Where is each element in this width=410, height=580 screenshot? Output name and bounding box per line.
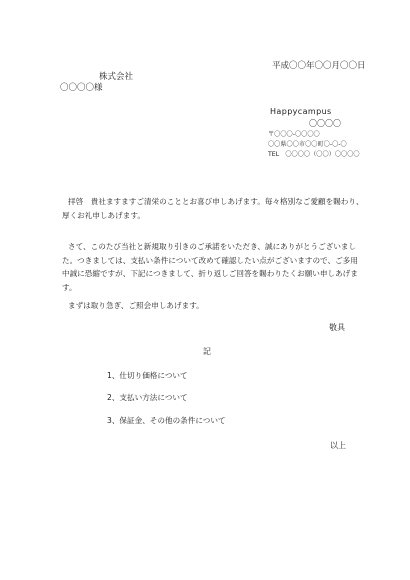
closing-keigu: 敬具: [329, 323, 345, 332]
greeting-line: 拝啓 貴社ますますご清栄のこととお喜び申しあげます。毎々格別なご愛顧を賜わり、: [68, 197, 364, 206]
inquiry-line: す。: [62, 282, 77, 292]
inquiry-paragraph: [62, 240, 358, 294]
sender-address: 〇〇県〇〇市〇〇町〇-〇-〇: [268, 141, 347, 148]
note-item: 1、仕切り価格について: [107, 371, 188, 380]
note-item: 2、支払い方法について: [107, 393, 188, 402]
sender-tel: TEL 〇〇〇〇（〇〇）〇〇〇〇: [268, 151, 360, 158]
sender-postal: 〒〇〇〇-〇〇〇〇: [268, 131, 320, 138]
sender-name: 〇〇〇〇: [309, 119, 341, 128]
inquiry-line: た。つきましては、支払い条件について改めて確認したい点がございますので、ご多用: [62, 255, 358, 265]
notes-heading: 記: [203, 347, 211, 356]
recipient-company: 株式会社: [99, 72, 134, 82]
inquiry-line: 中誠に恐縮ですが、下記につきまして、折り返しご回答を賜わりたくお願い申しあげま: [62, 269, 358, 278]
greeting-line: 厚くお礼申しあげます。: [62, 210, 145, 220]
inquiry-line: さて、このたび当社と新規取り引きのご承諾をいただき、誠にありがとうございまし: [68, 242, 357, 251]
greeting-paragraph: [62, 195, 364, 222]
letter-date: 平成〇〇年〇〇月〇〇日: [272, 61, 366, 71]
recipient-name: 〇〇〇〇様: [60, 83, 103, 93]
notes-end: 以上: [330, 441, 346, 450]
sender-company: Happycampus: [270, 107, 332, 116]
closing-paragraph: まずは取り急ぎ、ご照会申しあげます。: [68, 301, 204, 310]
note-item: 3、保証金、その他の条件について: [107, 416, 226, 425]
